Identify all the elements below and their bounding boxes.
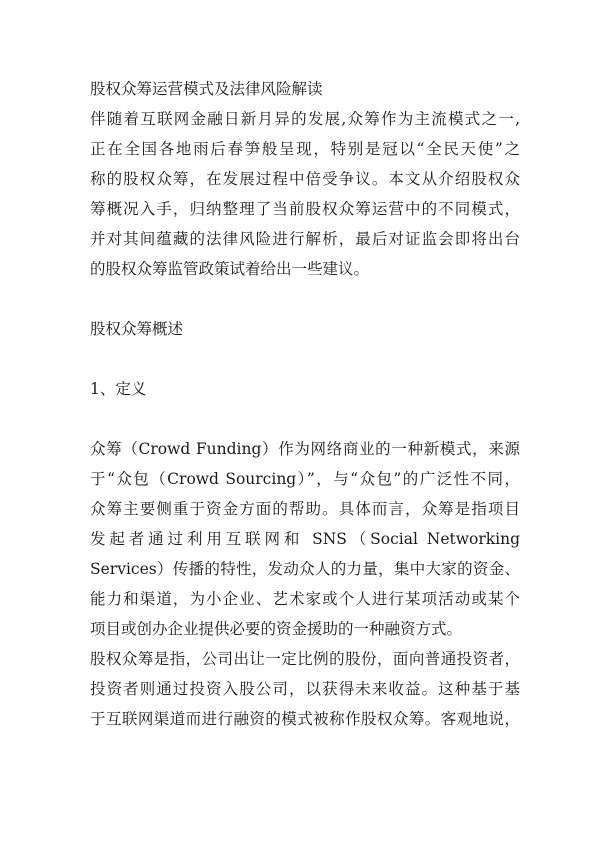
- definition-line: 众筹（Crowd Funding）作为网络商业的一种新模式，来源: [90, 440, 520, 458]
- intro-line: 筹概况入手，归纳整理了当前股权众筹运营中的不同模式，: [90, 200, 520, 218]
- intro-line: 伴随着互联网金融日新月异的发展,众筹作为主流模式之一,: [90, 110, 520, 128]
- document-page: [90, 74, 520, 734]
- equity-line: 股权众筹是指，公司出让一定比例的股份，面向普通投资者，: [90, 650, 520, 668]
- document-title: 股权众筹运营模式及法律风险解读: [90, 80, 323, 98]
- intro-line: 并对其间蕴藏的法律风险进行解析，最后对证监会即将出台: [90, 230, 520, 248]
- definition-paragraph: [90, 434, 520, 644]
- subsection-title: 1、定义: [90, 380, 147, 398]
- section-title: 股权众筹概述: [90, 320, 184, 338]
- definition-line: 众筹主要侧重于资金方面的帮助。具体而言，众筹是指项目: [90, 500, 520, 518]
- intro-paragraph: [90, 104, 520, 284]
- equity-line: 投资者则通过投资入股公司，以获得未来收益。这种基于基: [90, 680, 520, 698]
- definition-line: Services）传播的特性，发动众人的力量，集中大家的资金、: [90, 560, 520, 578]
- definition-line: 项目或创办企业提供必要的资金援助的一种融资方式。: [90, 620, 463, 638]
- definition-line: 能力和渠道，为小企业、艺术家或个人进行某项活动或某个: [90, 590, 520, 608]
- definition-line: 发起者通过利用互联网和 SNS（Social Networking: [90, 530, 520, 548]
- equity-line: 于互联网渠道而进行融资的模式被称作股权众筹。客观地说，: [90, 710, 520, 728]
- equity-paragraph: [90, 644, 520, 734]
- intro-line: 称的股权众筹，在发展过程中倍受争议。本文从介绍股权众: [90, 170, 520, 188]
- intro-line: 的股权众筹监管政策试着给出一些建议。: [90, 260, 370, 278]
- definition-line: 于“众包（Crowd Sourcing）”，与“众包”的广泛性不同，: [90, 470, 520, 488]
- intro-line: 正在全国各地雨后春笋般呈现，特别是冠以“全民天使”之: [90, 140, 520, 158]
